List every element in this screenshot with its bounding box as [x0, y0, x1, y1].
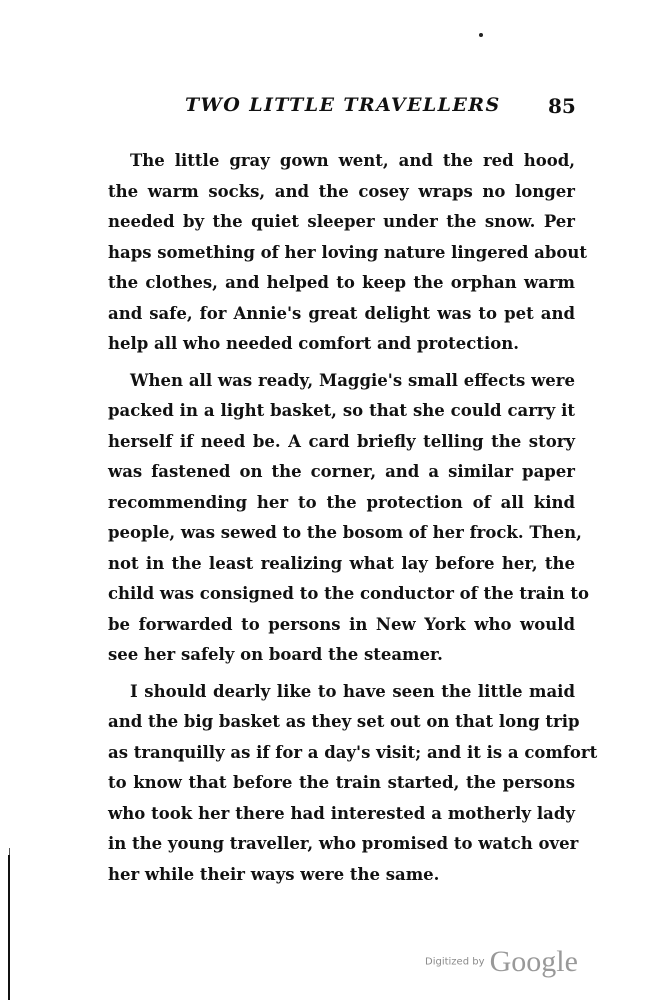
text-line: The little gray gown went, and the red hood, [130, 151, 575, 170]
text-line: as tranquilly as if for a day's visit; and it is a comfort [108, 742, 598, 762]
text-line: I should dearly like to have seen the little maid [130, 681, 575, 701]
text-line: see her safely on board the steamer. [108, 645, 443, 664]
text-line: not in the least realizing what lay before her, the [108, 553, 575, 573]
paragraph [108, 366, 589, 671]
text-line: the clothes, and helped to keep the orphan warm [108, 273, 575, 292]
text-line: was fastened on the corner, and a similar paper [108, 462, 575, 481]
text-line: and the big basket as they set out on that long trip [108, 712, 580, 731]
text-line: to know that before the train started, the persons [108, 773, 575, 792]
text-line: recommending her to the protection of all kind [108, 492, 575, 512]
text-line: people, was sewed to the bosom of her frock. Then, [108, 523, 582, 542]
paragraph [108, 677, 598, 891]
text-line: child was consigned to the conductor of the train to [108, 584, 589, 603]
text-line: packed in a light basket, so that she could carry it [108, 401, 575, 420]
text-line: and safe, for Annie's great delight was to pet and [108, 303, 575, 323]
text-line: help all who needed comfort and protection. [108, 334, 519, 353]
paragraph [108, 146, 587, 360]
text-line: be forwarded to persons in New York who would [108, 614, 575, 634]
scan-edge-line [8, 855, 10, 1000]
page-number: 85 [548, 94, 576, 118]
digitized-watermark [425, 945, 578, 979]
text-line: needed by the quiet sleeper under the snow. Per [108, 212, 575, 231]
text-line: haps something of her loving nature lingered about [108, 242, 587, 262]
watermark-prefix: Digitized by [425, 956, 485, 968]
text-line: who took her there had interested a motherly lady [108, 803, 575, 823]
text-line: her while their ways were the same. [108, 864, 440, 884]
print-speck [479, 33, 483, 37]
text-line: herself if need be. A card briefly telling the story [108, 431, 575, 451]
text-line: the warm socks, and the cosey wraps no longer [108, 181, 575, 201]
body-text [108, 146, 598, 890]
text-line: in the young traveller, who promised to watch over [108, 834, 579, 853]
google-logo: Google [489, 945, 578, 978]
running-head: TWO LITTLE TRAVELLERS [185, 94, 501, 116]
text-line: When all was ready, Maggie's small effects were [130, 370, 575, 390]
